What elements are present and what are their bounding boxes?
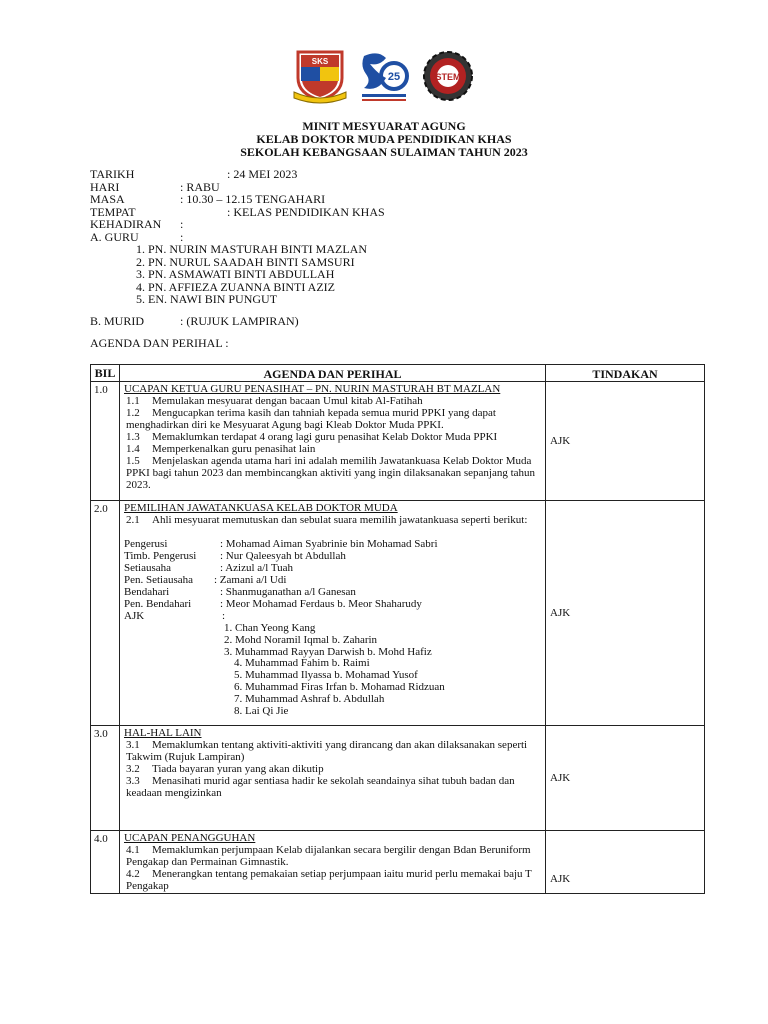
table-row	[91, 726, 705, 831]
agenda-cell	[120, 831, 546, 894]
list-item: 1. PN. NURIN MASTURAH BINTI MAZLAN	[136, 242, 367, 256]
ajk-list	[124, 622, 541, 724]
guru-value: :	[180, 229, 184, 244]
member-row: Pen. Bendahari : Meor Mohamad Ferdaus b. Meor Shaharudy	[124, 598, 422, 610]
agenda-item: 3.3 Menasihati murid agar sentiasa hadir ke sekolah seandainya sihat tubuh badan dan keadaan mengizinkan	[126, 775, 515, 800]
agenda-item: 4.2 Menerangkan tentang pemakaian setiap perjumpaan iaitu murid perlu memakai baju T Pengakap	[126, 868, 532, 893]
hari-label: HARI	[90, 179, 120, 194]
masa-value: : 10.30 – 12.15 TENGAHARI	[180, 192, 326, 206]
agenda-item: 3.1 Memaklumkan tentang aktiviti-aktiviti yang dirancang dan akan dilaksanakan seperti Takwim (Rujuk Lampiran)	[126, 739, 528, 764]
list-item: 3. PN. ASMAWATI BINTI ABDULLAH	[136, 267, 335, 281]
list-item: 7. Muhammad Ashraf b. Abdullah	[234, 692, 385, 705]
list-item: 5. EN. NAWI BIN PUNGUT	[136, 292, 278, 306]
kehadiran-value: :	[180, 217, 184, 231]
list-item: 4. Muhammad Fahim b. Raimi	[234, 657, 370, 670]
logo1-text: SKS	[311, 57, 329, 66]
section-heading: UCAPAN PENANGGUHAN	[124, 832, 256, 845]
bil-header: BIL	[91, 365, 120, 382]
murid-label: B. MURID	[90, 313, 145, 328]
logo2-text: 25	[387, 71, 401, 83]
agenda-item: 3.2 Tiada bayaran yuran yang akan dikutip	[126, 763, 324, 776]
tindakan-cell: AJK	[546, 382, 705, 501]
bil-cell: 2.0	[91, 501, 120, 726]
kehadiran-label: KEHADIRAN	[90, 217, 162, 231]
document-title-block	[0, 120, 768, 159]
agenda-item: 1.1 Memulakan mesyuarat dengan bacaan Umul kitab Al-Fatihah	[126, 395, 423, 407]
tarikh-label: TARIKH	[90, 167, 135, 181]
table-row	[91, 382, 705, 501]
table-row	[91, 831, 705, 894]
program-logo	[356, 48, 412, 104]
bil-cell: 3.0	[91, 726, 120, 831]
agenda-item: 1.5 Menjelaskan agenda utama hari ini adalah memilih Jawatankuasa Kelab Doktor Muda PPKI bagi tahun 2023 dan membincangkan aktiviti yang ingin dilaksanakan sepanjang tahun 2023.	[126, 455, 536, 491]
agenda-label-row	[90, 337, 367, 350]
tindakan-cell: AJK	[546, 501, 705, 726]
hari-value: : RABU	[180, 179, 220, 194]
stem-gear-logo	[420, 48, 476, 104]
list-item: 1. Chan Yeong Kang	[224, 622, 316, 634]
tindakan-cell: AJK	[546, 831, 705, 894]
tindakan-cell: AJK	[546, 726, 705, 831]
agenda-header: AGENDA DAN PERIHAL	[120, 365, 546, 382]
meeting-details	[90, 167, 385, 350]
logo-row	[0, 48, 768, 104]
school-crest-logo	[292, 48, 348, 104]
title-line-1: MINIT MESYUARAT AGUNG	[302, 119, 466, 133]
tarikh-row	[90, 168, 367, 181]
table-row	[91, 501, 705, 726]
murid-row	[90, 315, 367, 328]
agenda-table	[90, 364, 705, 894]
bil-cell: 4.0	[91, 831, 120, 894]
list-item: 5. Muhammad Ilyassa b. Mohamad Yusof	[234, 669, 418, 682]
agenda-item: 4.1 Memaklumkan perjumpaan Kelab dijalankan secara bergilir dengan Bdan Beruniform Pengakap dan Permainan Gimnastik.	[126, 844, 531, 869]
title-line-3: SEKOLAH KEBANGSAAN SULAIMAN TAHUN 2023	[240, 145, 528, 159]
list-item: 6. Muhammad Firas Irfan b. Mohamad Ridzuan	[234, 680, 445, 693]
list-item: 3. Muhammad Rayyan Darwish b. Mohd Hafiz	[224, 645, 432, 658]
section-heading: UCAPAN KETUA GURU PENASIHAT – PN. NURIN MASTURAH BT MAZLAN	[124, 383, 501, 395]
section-heading: PEMILIHAN JAWATANKUASA KELAB DOKTOR MUDA	[124, 502, 398, 514]
tindakan-header: TINDAKAN	[546, 365, 705, 382]
guru-row	[90, 231, 367, 244]
bil-cell: 1.0	[91, 382, 120, 501]
guru-label: A. GURU	[90, 229, 139, 244]
agenda-item: 1.2 Mengucapkan terima kasih dan tahniah kepada semua murid PPKI yang dapat menghadirkan diri ke Mesyuarat Agung bagi Kleab Doktor Muda PPKI.	[126, 407, 496, 431]
section-heading: HAL-HAL LAIN	[124, 727, 202, 740]
agenda-item: 1.4 Memperkenalkan guru penasihat lain	[126, 443, 316, 455]
agenda-cell	[120, 382, 546, 501]
tempat-value: : KELAS PENDIDIKAN KHAS	[227, 204, 385, 219]
agenda-label: AGENDA DAN PERIHAL :	[90, 336, 229, 350]
tarikh-value: : 24 MEI 2023	[227, 167, 298, 181]
member-row: AJK :	[124, 610, 226, 622]
masa-label: MASA	[90, 192, 125, 206]
agenda-cell	[120, 726, 546, 831]
list-item: 2. PN. NURUL SAADAH BINTI SAMSURI	[136, 254, 355, 269]
murid-value: : (RUJUK LAMPIRAN)	[180, 313, 299, 328]
member-row: Pen. Setiausaha : Zamani a/l Udi	[124, 574, 287, 586]
member-row: Bendahari : Shanmuganathan a/l Ganesan	[124, 586, 356, 598]
member-row: Setiausaha : Azizul a/l Tuah	[124, 562, 294, 574]
guru-list	[90, 243, 367, 306]
member-row: Timb. Pengerusi : Nur Qaleesyah bt Abdullah	[124, 550, 346, 562]
agenda-item: 1.3 Memaklumkan terdapat 4 orang lagi guru penasihat Kelab Doktor Muda PPKI	[126, 431, 498, 443]
member-row: Pengerusi : Mohamad Aiman Syabrinie bin Mohamad Sabri	[124, 538, 438, 550]
title-line-2: KELAB DOKTOR MUDA PENDIDIKAN KHAS	[256, 132, 512, 146]
tempat-label: TEMPAT	[90, 204, 136, 219]
logo3-text: STEM	[435, 72, 461, 82]
agenda-cell	[120, 501, 546, 726]
list-item: 4. PN. AFFIEZA ZUANNA BINTI AZIZ	[136, 279, 336, 294]
list-item: 8. Lai Qi Jie	[234, 704, 289, 717]
list-item: 2. Mohd Noramil Iqmal b. Zaharin	[224, 633, 378, 646]
agenda-item: 2.1 Ahli mesyuarat memutuskan dan sebulat suara memilih jawatankuasa seperti berikut:	[126, 514, 528, 526]
table-header-row	[91, 365, 705, 382]
